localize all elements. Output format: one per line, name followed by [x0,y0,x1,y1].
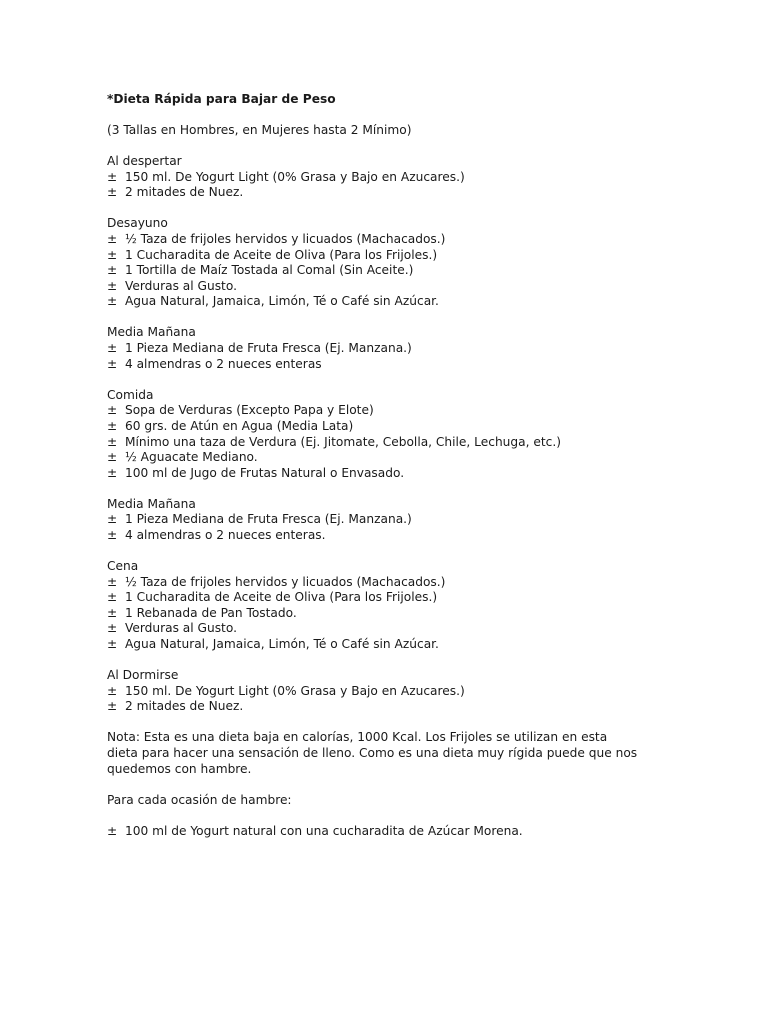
meal-section-al-dormirse [107,668,667,715]
list-item: ± 4 almendras o 2 nueces enteras. [107,527,326,542]
list-item: ± 1 Rebanada de Pan Tostado. [107,605,297,620]
list-item: ± ½ Taza de frijoles hervidos y licuados (Machacados.) [107,231,446,246]
list-item: ± 60 grs. de Atún en Agua (Media Lata) [107,418,354,433]
list-item: ± 1 Cucharadita de Aceite de Oliva (Para los Frijoles.) [107,247,438,262]
list-item: ± 1 Tortilla de Maíz Tostada al Comal (Sin Aceite.) [107,263,414,278]
list-item: ± 150 ml. De Yogurt Light (0% Grasa y Bajo en Azucares.) [107,683,465,698]
list-item: ± 2 mitades de Nuez. [107,185,244,200]
list-item: ± ½ Aguacate Mediano. [107,450,258,465]
list-item: ± Mínimo una taza de Verdura (Ej. Jitomate, Cebolla, Chile, Lechuga, etc.) [107,434,561,449]
list-item: ± ½ Taza de frijoles hervidos y licuados (Machacados.) [107,574,446,589]
document-page [107,92,667,839]
meal-section-comida [107,388,667,482]
list-item: ± 2 mitades de Nuez. [107,699,244,714]
list-item: ± Sopa de Verduras (Excepto Papa y Elote) [107,403,374,418]
section-heading: Desayuno [107,216,168,231]
note-line: dieta para hacer una sensación de lleno. Como es una dieta muy rígida puede que nos [107,746,638,760]
meal-section-media-manana-2 [107,497,667,544]
section-heading: Media Mañana [107,496,196,511]
note-paragraph [107,730,667,777]
list-item: ± Verduras al Gusto. [107,621,237,636]
section-heading: Cena [107,559,139,574]
meal-section-desayuno [107,216,667,310]
list-item: ± Agua Natural, Jamaica, Limón, Té o Café sin Azúcar. [107,637,439,652]
list-item: ± 100 ml de Jugo de Frutas Natural o Envasado. [107,465,405,480]
list-item: ± Verduras al Gusto. [107,278,237,293]
section-heading: Al despertar [107,154,182,169]
meal-section-cena [107,559,667,653]
list-item: ± 1 Pieza Mediana de Fruta Fresca (Ej. Manzana.) [107,512,412,527]
note-line: Nota: Esta es una dieta baja en calorías, 1000 Kcal. Los Frijoles se utilizan en esta [107,730,608,745]
document-title: *Dieta Rápida para Bajar de Peso [107,92,336,106]
section-heading: Al Dormirse [107,668,179,683]
list-item: ± Agua Natural, Jamaica, Limón, Té o Café sin Azúcar. [107,294,439,309]
list-item: ± 150 ml. De Yogurt Light (0% Grasa y Bajo en Azucares.) [107,169,465,184]
section-heading: Media Mañana [107,325,196,340]
hunger-item: ± 100 ml de Yogurt natural con una cucharadita de Azúcar Morena. [107,823,523,838]
document-subtitle: (3 Tallas en Hombres, en Mujeres hasta 2 Mínimo) [107,123,412,137]
list-item: ± 4 almendras o 2 nueces enteras [107,356,322,371]
hunger-heading: Para cada ocasión de hambre: [107,792,292,807]
list-item: ± 1 Cucharadita de Aceite de Oliva (Para los Frijoles.) [107,590,438,605]
meal-section-media-manana [107,325,667,372]
meal-section-al-despertar [107,154,667,201]
section-heading: Comida [107,387,154,402]
note-line: quedemos con hambre. [107,761,252,776]
list-item: ± 1 Pieza Mediana de Fruta Fresca (Ej. Manzana.) [107,341,412,356]
